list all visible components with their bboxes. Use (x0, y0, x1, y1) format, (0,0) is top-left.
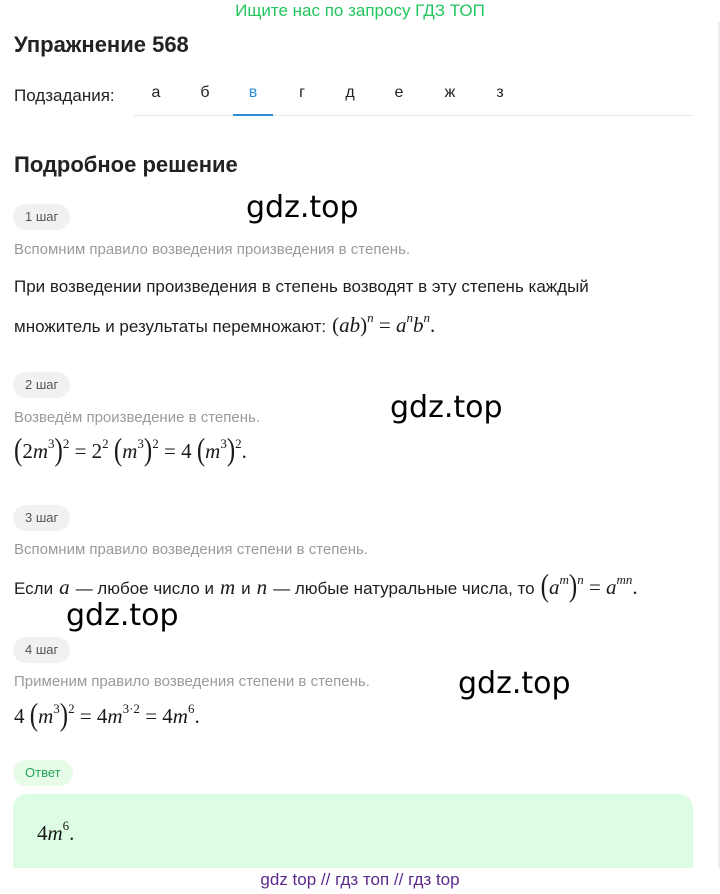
step-text: — любое число и (75, 579, 214, 598)
tab-d[interactable]: д (345, 84, 355, 101)
subtasks-bar (14, 80, 692, 116)
formula-product-power: $(ab)^n = a^nb^n$. (332, 310, 436, 337)
step-text: множитель и результаты перемножают: (14, 317, 327, 336)
tab-b[interactable]: б (200, 84, 210, 101)
subtask-tabs (134, 80, 692, 116)
answer-badge: Ответ (13, 760, 73, 786)
answer-box (13, 794, 693, 868)
formula-step-4: 4 $(m^3)^2 = 4m^{3\cdot 2} = 4m^6$. (14, 698, 200, 733)
step-hint: Вспомним правило возведения произведения в степень. (14, 241, 411, 258)
subtasks-label: Подзадания: (14, 86, 115, 105)
tab-zh[interactable]: ж (444, 84, 456, 101)
watermark: gdz.top (390, 390, 503, 425)
step-hint: Возведём произведение в степень. (14, 409, 260, 426)
step-text: — любые натуральные числа, то (273, 579, 535, 598)
step-text-formula (14, 312, 435, 338)
formula-power-of-power: $(a^m)^n = a^{mn}$. (540, 569, 638, 604)
tab-g[interactable]: г (299, 84, 305, 101)
step-text: Если (14, 579, 54, 598)
promo-banner[interactable]: Ищите нас по запросу ГДЗ ТОП (235, 1, 485, 20)
formula-step-2: $(2m^3)^2 = 2^2$ $(m^3)^2 = 4$ $(m^3)^2$. (14, 433, 247, 468)
solution-title: Подробное решение (14, 152, 238, 177)
tab-a[interactable]: а (151, 84, 161, 101)
tab-v[interactable]: в (233, 84, 273, 116)
step-badge: 2 шаг (13, 372, 70, 398)
step-text: и (241, 579, 251, 598)
step-badge: 4 шаг (13, 637, 70, 663)
tab-e[interactable]: е (394, 84, 404, 101)
step-badge: 1 шаг (13, 204, 70, 230)
watermark: gdz.top (66, 598, 179, 633)
answer-value: $4m^6$. (37, 818, 75, 845)
step-text: При возведении произведения в степень возводят в эту степень каждый (14, 277, 589, 296)
watermark: gdz.top (246, 190, 359, 225)
step-hint: Применим правило возведения степени в степень. (14, 673, 370, 690)
watermark: gdz.top (458, 666, 571, 701)
footer-links[interactable]: gdz top // гдз топ // гдз top (0, 868, 720, 894)
step-text-formula (14, 569, 638, 604)
math-m: m (219, 575, 236, 599)
step-badge: 3 шаг (13, 505, 70, 531)
math-n: n (256, 575, 268, 599)
math-a: a (59, 575, 70, 599)
page-title: Упражнение 568 (14, 32, 189, 57)
step-hint: Вспомним правило возведения степени в степень. (14, 541, 368, 558)
tab-z[interactable]: з (496, 84, 504, 101)
